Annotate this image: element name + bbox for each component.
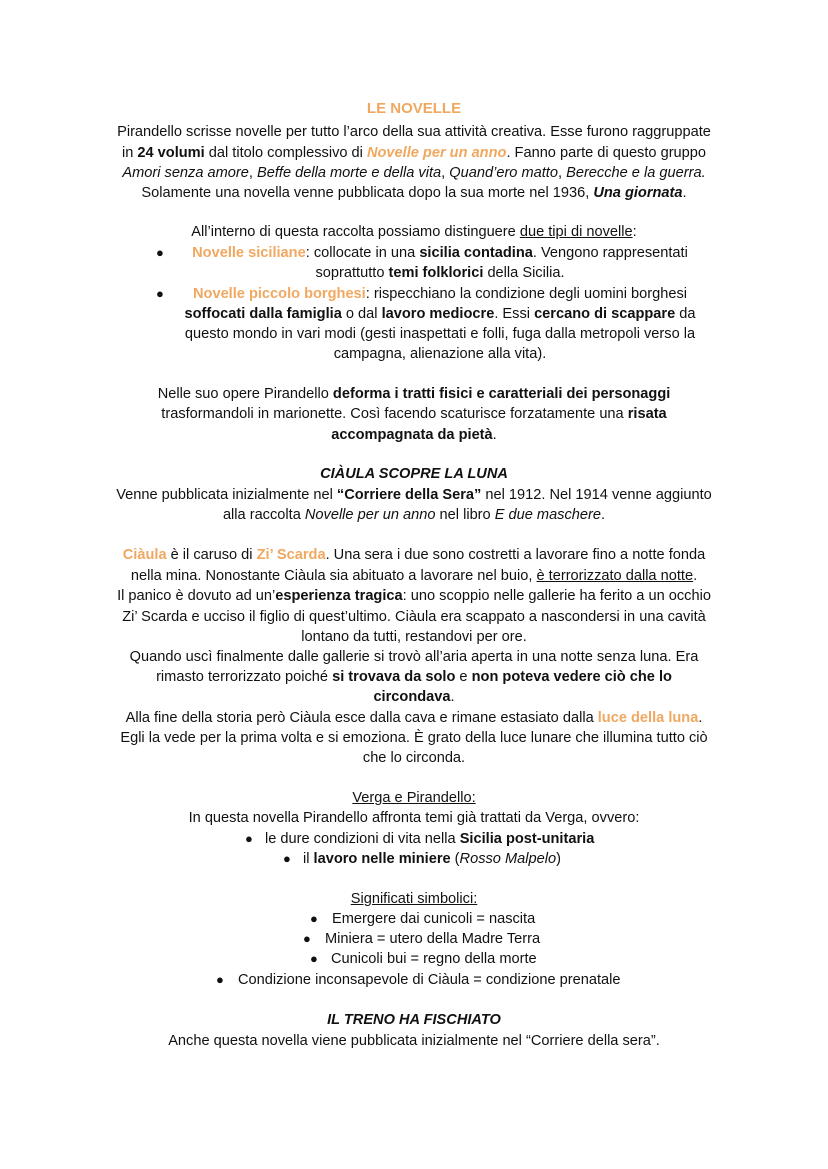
list-item: Emergere dai cunicoli = nascita <box>332 911 536 927</box>
paragraph-line: Venne pubblicata inizialmente nel “Corriere della Sera” nel 1912. Nel 1914 venne aggiunto <box>116 487 712 503</box>
list-item: Condizione inconsapevole di Ciàula = condizione prenatale <box>238 972 621 988</box>
paragraph-line: lontano da tutti, restandovi per ore. <box>301 629 527 645</box>
list-item: le dure condizioni di vita nella Sicilia post-unitaria <box>265 831 595 847</box>
paragraph-line: Anche questa novella viene pubblicata inizialmente nel “Corriere della sera”. <box>168 1033 660 1049</box>
paragraph-line: Amori senza amore, Beffe della morte e della vita, Quand’ero matto, Berecche e la guerra. <box>122 165 706 181</box>
paragraph-line: Solamente una novella venne pubblicata dopo la sua morte nel 1936, Una giornata. <box>141 185 687 201</box>
section-title-ciaula: CIÀULA SCOPRE LA LUNA <box>320 466 508 482</box>
list-item-continuation: campagna, alienazione alla vita). <box>333 346 547 362</box>
list-item: Novelle siciliane: collocate in una sicilia contadina. Vengono rappresentati <box>192 245 688 261</box>
paragraph-line: rimasto terrorizzato poiché si trovava da solo e non poteva vedere ciò che lo <box>156 669 672 685</box>
paragraph-line: circondava. <box>373 689 455 705</box>
paragraph-line: Alla fine della storia però Ciàula esce dalla cava e rimane estasiato dalla luce della luna. <box>125 710 703 726</box>
paragraph-line: accompagnata da pietà. <box>331 427 497 443</box>
section-title-treno: IL TRENO HA FISCHIATO <box>327 1012 501 1028</box>
paragraph-line: Pirandello scrisse novelle per tutto l’arco della sua attività creativa. Esse furono raggruppate <box>117 124 711 140</box>
paragraph-line: in 24 volumi dal titolo complessivo di Novelle per un anno. Fanno parte di questo gruppo <box>121 145 707 161</box>
list-item: Novelle piccolo borghesi: rispecchiano la condizione degli uomini borghesi <box>193 286 687 302</box>
list-item-continuation: questo mondo in vari modi (gesti inaspettati e folli, fuga dalla metropoli verso la <box>184 326 696 342</box>
subsection-title-significati: Significati simbolici: <box>350 891 478 907</box>
paragraph-line: Zi’ Scarda e ucciso il figlio di quest’ultimo. Ciàula era scappato a nascondersi in una cavità <box>122 609 706 625</box>
paragraph-line: In questa novella Pirandello affronta temi già trattati da Verga, ovvero: <box>188 810 640 826</box>
bullet-icon: ● <box>245 831 253 846</box>
bullet-icon: ● <box>216 972 224 987</box>
bullet-icon: ● <box>310 911 318 926</box>
bullet-icon: ● <box>283 851 291 866</box>
paragraph-line: Egli la vede per la prima volta e si emoziona. È grato della luce lunare che illumina tutto ciò <box>120 730 708 746</box>
list-item-continuation: soprattutto temi folklorici della Sicilia. <box>315 265 565 281</box>
paragraph-line: All’interno di questa raccolta possiamo distinguere due tipi di novelle: <box>191 224 637 240</box>
bullet-icon: ● <box>303 931 311 946</box>
paragraph-line: nella mina. Nonostante Ciàula sia abituato a lavorare nel buio, è terrorizzato dalla notte. <box>130 568 698 584</box>
paragraph-line: Ciàula è il caruso di Zi’ Scarda. Una sera i due sono costretti a lavorare fino a notte fonda <box>122 547 706 563</box>
paragraph-line: Nelle suo opere Pirandello deforma i tratti fisici e caratteriali dei personaggi <box>157 386 671 402</box>
list-item: il lavoro nelle miniere (Rosso Malpelo) <box>303 851 561 867</box>
paragraph-line: alla raccolta Novelle per un anno nel libro E due maschere. <box>222 507 606 523</box>
paragraph-line: Quando uscì finalmente dalle gallerie si trovò all’aria aperta in una notte senza luna. Era <box>129 649 699 665</box>
paragraph-line: Il panico è dovuto ad un’esperienza tragica: uno scoppio nelle gallerie ha ferito a un occhio <box>117 588 711 604</box>
paragraph-line: che lo circonda. <box>362 750 466 766</box>
list-item: Cunicoli bui = regno della morte <box>331 951 537 967</box>
list-item: Miniera = utero della Madre Terra <box>325 931 541 947</box>
list-item-continuation: soffocati dalla famiglia o dal lavoro mediocre. Essi cercano di scappare da <box>184 306 696 322</box>
paragraph-line: trasformandoli in marionette. Così facendo scaturisce forzatamente una risata <box>161 406 667 422</box>
bullet-icon: ● <box>310 951 318 966</box>
subsection-title-verga: Verga e Pirandello: <box>352 790 476 806</box>
section-title-le-novelle: LE NOVELLE <box>366 100 462 117</box>
bullet-icon: ● <box>156 245 164 260</box>
bullet-icon: ● <box>156 286 164 301</box>
